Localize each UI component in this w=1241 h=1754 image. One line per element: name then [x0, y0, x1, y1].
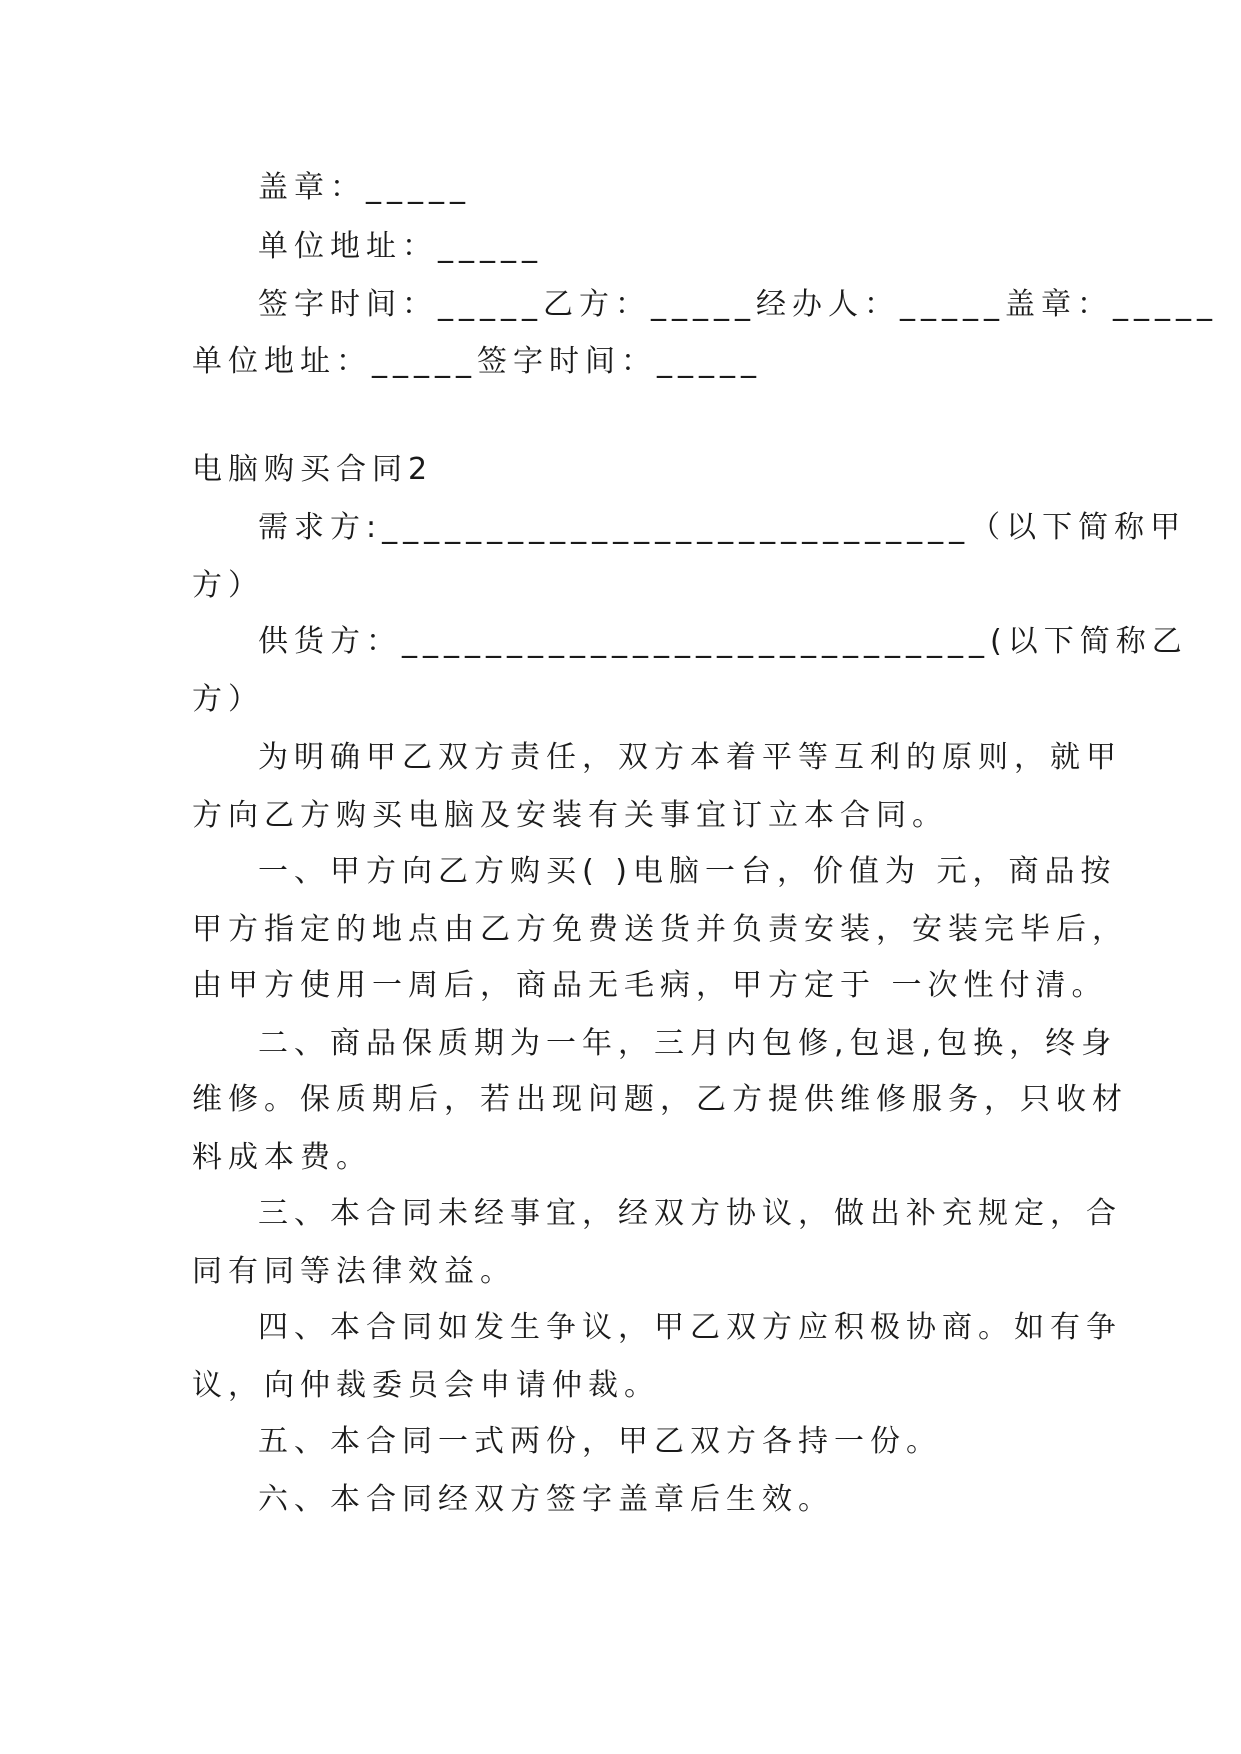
clause-1-line-1: 一、甲方向乙方购买( )电脑一台，价值为 元，商品按: [258, 854, 1117, 889]
buyer-line: 需求方:____________________________（以下简称甲: [258, 510, 1187, 545]
unit-address-line: 单位地址：_____: [258, 229, 543, 264]
clause-4-line-1: 四、本合同如发生争议，甲乙双方应积极协商。如有争: [258, 1310, 1122, 1345]
contract-title: 电脑购买合同2: [192, 452, 434, 487]
buyer-line-continued: 方）: [192, 568, 264, 603]
clause-2-line-1: 二、商品保质期为一年，三月内包修,包退,包换，终身: [258, 1026, 1118, 1061]
preamble-line-1: 为明确甲乙双方责任，双方本着平等互利的原则，就甲: [258, 740, 1122, 775]
clause-6-line: 六、本合同经双方签字盖章后生效。: [258, 1482, 834, 1517]
clause-3-line-2: 同有同等法律效益。: [192, 1254, 516, 1289]
clause-4-line-2: 议，向仲裁委员会申请仲裁。: [192, 1368, 660, 1403]
supplier-line: 供货方：____________________________(以下简称乙: [258, 624, 1188, 659]
supplier-line-continued: 方）: [192, 682, 264, 717]
clause-5-line: 五、本合同一式两份，甲乙双方各持一份。: [258, 1424, 942, 1459]
clause-3-line-1: 三、本合同未经事宜，经双方协议，做出补充规定，合: [258, 1196, 1122, 1231]
preamble-line-2: 方向乙方购买电脑及安装有关事宜订立本合同。: [192, 798, 948, 833]
clause-2-line-3: 料成本费。: [192, 1140, 372, 1175]
signature-parties-line: 签字时间：_____乙方：_____经办人：_____盖章：_____: [258, 287, 1218, 322]
clause-1-line-3: 由甲方使用一周后，商品无毛病，甲方定于 一次性付清。: [192, 968, 1108, 1003]
stamp-line: 盖章：_____: [258, 170, 471, 205]
clause-1-line-2: 甲方指定的地点由乙方免费送货并负责安装，安装完毕后，: [192, 912, 1128, 947]
clause-2-line-2: 维修。保质期后，若出现问题，乙方提供维修服务，只收材: [192, 1082, 1128, 1117]
address-signature-time-line: 单位地址：_____签字时间：_____: [192, 344, 762, 379]
